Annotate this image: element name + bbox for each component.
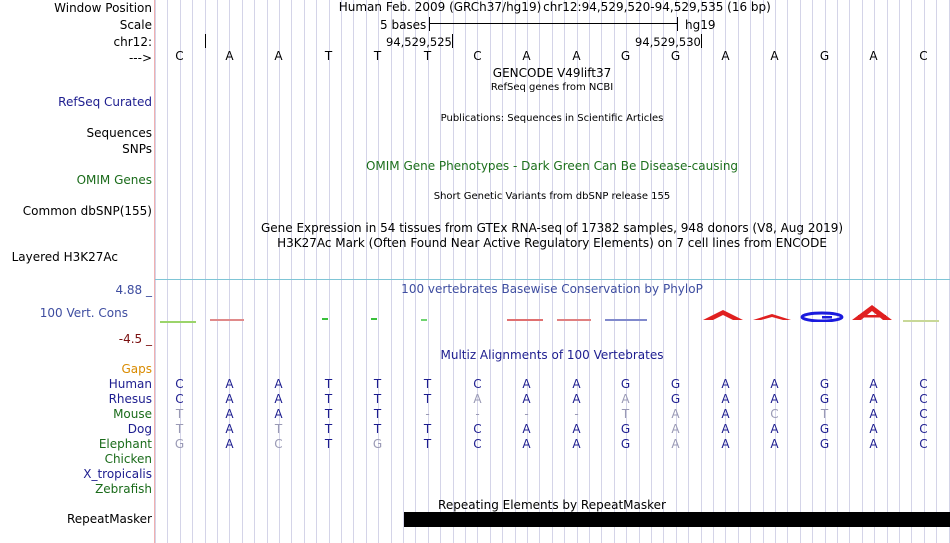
alignment-base-dog: A <box>721 422 730 436</box>
alignment-base-human: C <box>919 377 928 391</box>
grid-line <box>874 0 875 543</box>
label-strand-arrow[interactable]: ---> <box>128 51 152 65</box>
scale-bar <box>429 23 677 24</box>
alignment-base-mouse: C <box>919 407 928 421</box>
base-letter: A <box>274 49 283 63</box>
grid-line <box>155 0 156 543</box>
grid-line <box>862 0 863 543</box>
species-label-elephant[interactable]: Elephant <box>98 437 152 451</box>
cons-mark <box>322 318 328 320</box>
grid-line <box>663 0 664 543</box>
grid-line <box>279 0 280 543</box>
base-letter: C <box>473 49 482 63</box>
alignment-base-elephant: G <box>174 437 185 451</box>
base-letter: A <box>522 49 531 63</box>
alignment-base-mouse: A <box>721 407 730 421</box>
alignment-base-dog: A <box>770 422 779 436</box>
alignment-base-elephant: T <box>324 437 333 451</box>
label-chrom[interactable]: chr12: <box>113 35 152 49</box>
base-letter: T <box>324 49 333 63</box>
grid-line <box>254 0 255 543</box>
track-title-gencode[interactable]: GENCODE V49lift37 <box>492 66 612 80</box>
track-title-publications[interactable]: Publications: Sequences in Scientific Articles <box>440 113 664 124</box>
alignment-base-elephant: T <box>423 437 432 451</box>
coord-tick-1 <box>452 34 453 48</box>
alignment-base-mouse: - <box>524 407 529 421</box>
grid-line <box>329 0 330 543</box>
label-snps[interactable]: SNPs <box>122 142 152 156</box>
alignment-base-human: G <box>620 377 631 391</box>
grid-line <box>651 0 652 543</box>
scale-db: hg19 <box>685 18 716 32</box>
alignment-base-elephant: C <box>473 437 482 451</box>
grid-line <box>800 0 801 543</box>
alignment-base-dog: G <box>620 422 631 436</box>
grid-line <box>676 0 677 543</box>
grid-line <box>812 0 813 543</box>
alignment-base-human: A <box>869 377 878 391</box>
alignment-base-elephant: A <box>770 437 779 451</box>
grid-line <box>291 0 292 543</box>
grid-line <box>639 0 640 543</box>
position-range: chr12:94,529,520-94,529,535 (16 bp) <box>543 0 771 14</box>
coord-label-1: 94,529,525 <box>386 35 452 49</box>
alignment-base-elephant: C <box>919 437 928 451</box>
species-label-mouse[interactable]: Mouse <box>113 407 152 421</box>
alignment-base-mouse: A <box>274 407 283 421</box>
grid-line <box>453 0 454 543</box>
alignment-base-mouse: T <box>820 407 829 421</box>
alignment-base-mouse: A <box>869 407 878 421</box>
alignment-base-mouse: A <box>225 407 234 421</box>
label-omim-genes[interactable]: OMIM Genes <box>76 173 152 187</box>
grid-line <box>353 0 354 543</box>
coord-tick-0 <box>205 34 206 48</box>
alignment-base-rhesus: G <box>819 392 830 406</box>
alignment-base-dog: A <box>869 422 878 436</box>
alignment-base-dog: C <box>473 422 482 436</box>
base-letter: A <box>225 49 234 63</box>
base-letter: T <box>373 49 382 63</box>
alignment-base-elephant: A <box>522 437 531 451</box>
grid-line <box>936 0 937 543</box>
alignment-base-dog: T <box>423 422 432 436</box>
grid-line <box>763 0 764 543</box>
base-letter: A <box>572 49 581 63</box>
alignment-base-human: T <box>324 377 333 391</box>
grid-line <box>391 0 392 543</box>
grid-line <box>341 0 342 543</box>
grid-line <box>403 0 404 543</box>
track-title-repeatmasker[interactable]: Repeating Elements by RepeatMasker <box>438 498 666 512</box>
grid-line <box>192 0 193 543</box>
grid-line <box>825 0 826 543</box>
grid-line <box>713 0 714 543</box>
alignment-base-rhesus: T <box>373 392 382 406</box>
alignment-base-human: A <box>522 377 531 391</box>
grid-line <box>899 0 900 543</box>
track-title-gtex[interactable]: Gene Expression in 54 tissues from GTEx RNA-seq of 17382 samples, 948 donors (V8, Aug 2019) <box>260 221 844 235</box>
alignment-base-rhesus: A <box>473 392 482 406</box>
base-letter: T <box>423 49 432 63</box>
grid-line <box>242 0 243 543</box>
genome-browser-image[interactable] <box>155 0 950 543</box>
track-title-multiz[interactable]: Multiz Alignments of 100 Vertebrates <box>440 348 664 362</box>
alignment-base-mouse: - <box>574 407 579 421</box>
alignment-base-human: A <box>225 377 234 391</box>
base-letter: G <box>620 49 631 63</box>
grid-line <box>887 0 888 543</box>
alignment-base-elephant: A <box>225 437 234 451</box>
grid-line <box>205 0 206 543</box>
cons-mark <box>160 321 196 323</box>
alignment-base-dog: A <box>572 422 581 436</box>
grid-line <box>304 0 305 543</box>
grid-line <box>316 0 317 543</box>
alignment-base-rhesus: A <box>621 392 630 406</box>
grid-line <box>229 0 230 543</box>
cons-mark <box>507 319 543 321</box>
alignment-base-rhesus: A <box>572 392 581 406</box>
alignment-base-rhesus: A <box>770 392 779 406</box>
grid-line <box>738 0 739 543</box>
alignment-base-elephant: A <box>869 437 878 451</box>
alignment-base-elephant: G <box>372 437 383 451</box>
alignment-base-mouse: - <box>475 407 480 421</box>
alignment-base-rhesus: A <box>869 392 878 406</box>
label-gaps[interactable]: Gaps <box>121 362 152 376</box>
grid-line <box>415 0 416 543</box>
alignment-base-rhesus: T <box>324 392 333 406</box>
cons-logo-letters <box>695 304 915 322</box>
grid-line <box>378 0 379 543</box>
alignment-base-dog: T <box>175 422 184 436</box>
species-label-chicken[interactable]: Chicken <box>104 452 152 466</box>
label-window-position: Window Position <box>54 1 152 15</box>
alignment-base-human: A <box>274 377 283 391</box>
alignment-base-human: T <box>373 377 382 391</box>
alignment-base-elephant: C <box>274 437 283 451</box>
base-letter: C <box>175 49 184 63</box>
species-label-rhesus[interactable]: Rhesus <box>108 392 152 406</box>
label-sequences[interactable]: Sequences <box>86 126 152 140</box>
grid-line <box>477 0 478 543</box>
scale-bar-right-tick <box>677 17 678 31</box>
grid-line <box>428 0 429 543</box>
species-label-xtropicalis[interactable]: X_tropicalis <box>83 467 152 481</box>
grid-line <box>440 0 441 543</box>
alignment-base-elephant: G <box>819 437 830 451</box>
track-title-refseq[interactable]: RefSeq genes from NCBI <box>490 82 614 93</box>
track-title-dbsnp[interactable]: Short Genetic Variants from dbSNP release 155 <box>433 191 671 202</box>
alignment-base-elephant: G <box>620 437 631 451</box>
alignment-base-human: A <box>770 377 779 391</box>
label-100-vert-cons[interactable]: 100 Vert. Cons <box>39 306 128 320</box>
grid-line <box>180 0 181 543</box>
cons-mark <box>210 319 244 321</box>
grid-line <box>787 0 788 543</box>
grid-line <box>701 0 702 543</box>
alignment-base-mouse: T <box>324 407 333 421</box>
track-title-omim[interactable]: OMIM Gene Phenotypes - Dark Green Can Be Disease-causing <box>365 159 739 173</box>
alignment-base-rhesus: C <box>175 392 184 406</box>
base-letter: G <box>670 49 681 63</box>
track-divider <box>155 279 950 280</box>
alignment-base-mouse: T <box>621 407 630 421</box>
cons-mark <box>557 319 591 321</box>
grid-line <box>750 0 751 543</box>
scale-bar-left-tick <box>429 17 430 31</box>
alignment-base-mouse: C <box>770 407 779 421</box>
alignment-base-rhesus: A <box>522 392 531 406</box>
label-repeatmasker[interactable]: RepeatMasker <box>66 512 152 526</box>
track-title-h3k27ac[interactable]: H3K27Ac Mark (Often Found Near Active Regulatory Elements) on 7 cell lines from ENCODE <box>277 236 827 250</box>
label-cons-min: -4.5 _ <box>118 332 152 346</box>
alignment-base-rhesus: C <box>919 392 928 406</box>
alignment-base-human: T <box>423 377 432 391</box>
grid-line <box>267 0 268 543</box>
base-letter: C <box>919 49 928 63</box>
cons-mark <box>371 318 377 320</box>
alignment-base-human: C <box>175 377 184 391</box>
alignment-base-mouse: - <box>425 407 430 421</box>
alignment-base-rhesus: T <box>423 392 432 406</box>
grid-line <box>167 0 168 543</box>
grid-line <box>626 0 627 543</box>
label-cons-max: 4.88 _ <box>115 283 152 297</box>
base-letter: A <box>770 49 779 63</box>
scale-text: 5 bases <box>380 18 427 32</box>
alignment-base-rhesus: G <box>670 392 681 406</box>
alignment-base-rhesus: A <box>225 392 234 406</box>
alignment-base-dog: A <box>522 422 531 436</box>
alignment-base-dog: A <box>225 422 234 436</box>
alignment-base-dog: G <box>819 422 830 436</box>
track-label-panel <box>0 0 154 543</box>
alignment-base-human: C <box>473 377 482 391</box>
label-layered-h3k27ac[interactable]: Layered H3K27Ac <box>11 250 118 264</box>
label-common-dbsnp[interactable]: Common dbSNP(155) <box>22 204 152 218</box>
track-title-phylop[interactable]: 100 vertebrates Basewise Conservation by PhyloP <box>401 282 703 296</box>
cons-mark <box>421 319 427 321</box>
base-letter: A <box>721 49 730 63</box>
coord-tick-2 <box>701 34 702 48</box>
alignment-base-elephant: A <box>671 437 680 451</box>
alignment-base-rhesus: A <box>721 392 730 406</box>
repeat-element-block[interactable] <box>404 512 950 527</box>
coord-label-2: 94,529,530 <box>635 35 701 49</box>
base-letter: A <box>869 49 878 63</box>
grid-line <box>911 0 912 543</box>
species-label-dog[interactable]: Dog <box>127 422 152 436</box>
alignment-base-elephant: A <box>721 437 730 451</box>
base-letter: G <box>819 49 830 63</box>
alignment-base-mouse: T <box>175 407 184 421</box>
grid-line <box>465 0 466 543</box>
assembly-title: Human Feb. 2009 (GRCh37/hg19) <box>338 0 542 14</box>
alignment-base-dog: A <box>671 422 680 436</box>
grid-line <box>924 0 925 543</box>
species-label-zebrafish[interactable]: Zebrafish <box>95 482 152 496</box>
grid-line <box>217 0 218 543</box>
grid-line <box>725 0 726 543</box>
grid-line <box>837 0 838 543</box>
species-label-human[interactable]: Human <box>108 377 152 391</box>
label-scale[interactable]: Scale <box>119 18 152 32</box>
alignment-base-mouse: T <box>373 407 382 421</box>
label-refseq-curated[interactable]: RefSeq Curated <box>58 95 152 109</box>
alignment-base-human: G <box>819 377 830 391</box>
alignment-base-human: A <box>572 377 581 391</box>
alignment-base-dog: T <box>274 422 283 436</box>
grid-line <box>614 0 615 543</box>
alignment-base-human: G <box>670 377 681 391</box>
alignment-base-human: A <box>721 377 730 391</box>
alignment-base-rhesus: A <box>274 392 283 406</box>
alignment-base-dog: C <box>919 422 928 436</box>
cons-mark <box>605 319 647 321</box>
alignment-base-elephant: A <box>572 437 581 451</box>
alignment-base-dog: T <box>324 422 333 436</box>
grid-line <box>688 0 689 543</box>
alignment-base-mouse: A <box>671 407 680 421</box>
grid-line <box>849 0 850 543</box>
alignment-base-dog: T <box>373 422 382 436</box>
grid-line <box>775 0 776 543</box>
grid-line <box>366 0 367 543</box>
